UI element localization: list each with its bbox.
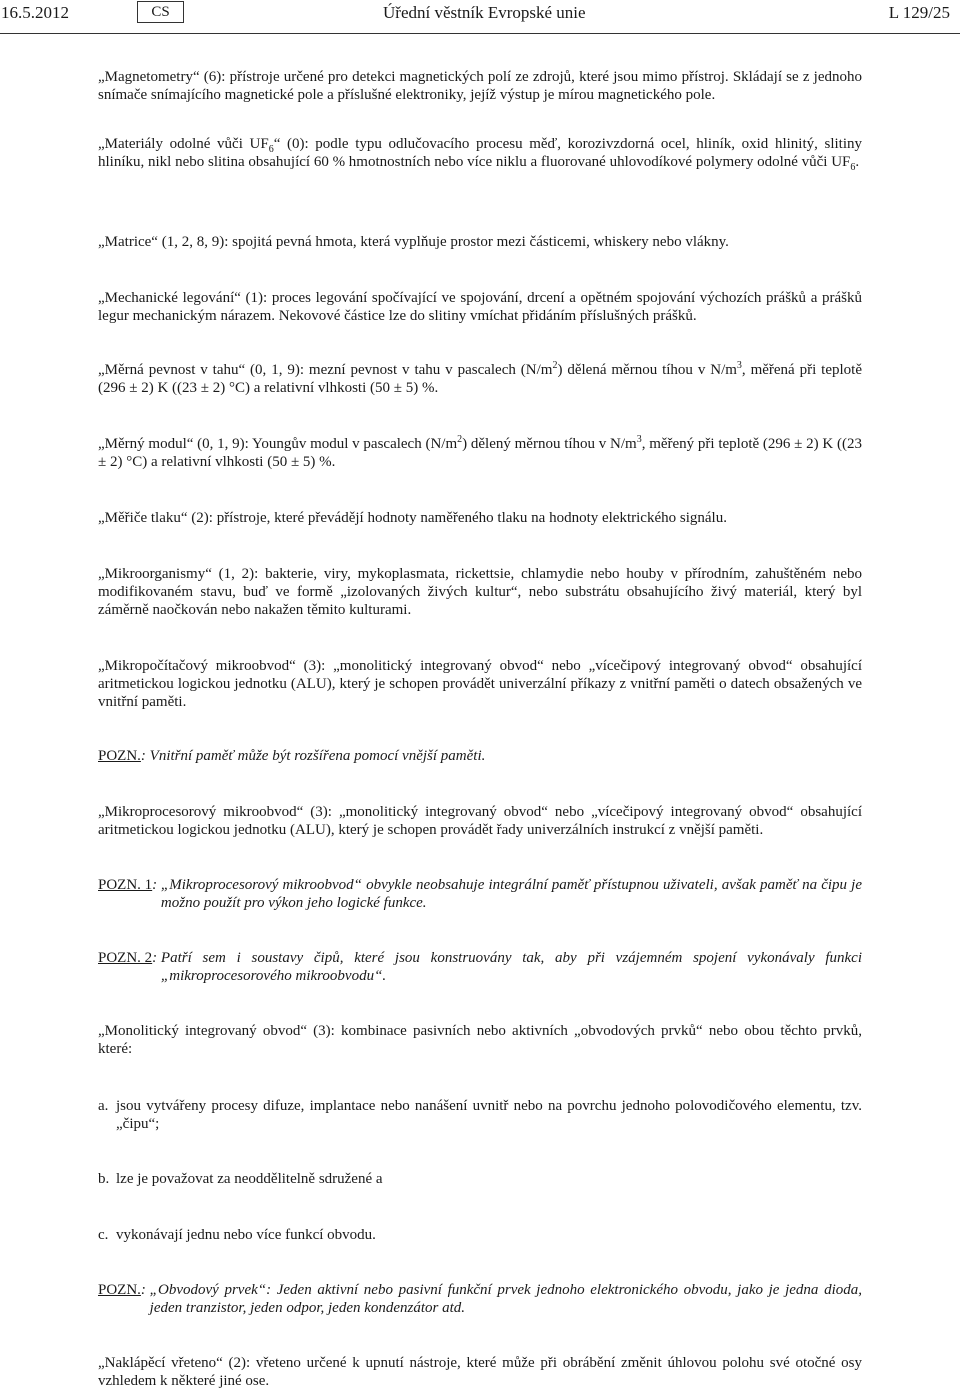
note-obvodovy-prvek <box>98 1281 862 1317</box>
definition-uf6-materials <box>98 135 862 171</box>
note-vnitrni-pamet <box>98 747 862 765</box>
note-colon: : <box>152 950 158 966</box>
note-text: : Vnitřní paměť může být rozšířena pomocí vnější paměti. <box>140 748 486 764</box>
list-item-text: lze je považovat za neoddělitelně sdružené a <box>116 1171 383 1187</box>
page-number: L 129/25 <box>888 3 950 22</box>
definition-merny-modul <box>98 435 862 471</box>
definition-merna-pevnost <box>98 361 862 397</box>
note-label-group <box>98 876 161 912</box>
note-label-group <box>98 949 161 985</box>
note-colon: : <box>140 1282 146 1298</box>
list-item-c <box>98 1226 862 1244</box>
subscript: 6 <box>850 162 856 173</box>
list-item-a <box>98 1097 862 1133</box>
list-marker: a. <box>98 1098 109 1114</box>
note-label: POZN. 1 <box>98 877 153 893</box>
list-item-text: vykonávají jednu nebo více funkcí obvodu. <box>116 1227 376 1243</box>
definition-mikroorganismy: „Mikroorganismy“ (1, 2): bakterie, viry, mykoplasmata, rickettsie, chlamydie nebo houby v přírodním, zahuštěném nebo modifikovaném stavu, buď ve formě „izolovaných živých kultur“, nebo substrátu obsahujícího živý materiál, který byl záměrně naočkován nebo nakažen těmito kulturami. <box>98 566 862 618</box>
note-text: „Obvodový prvek“: Jeden aktivní nebo pasivní funkční prvek jednoho elektronického obvodu, jako je jedna dioda, jeden tranzistor, jeden odpor, jeden kondenzátor atd. <box>149 1282 862 1316</box>
definition-matrice: „Matrice“ (1, 2, 8, 9): spojitá pevná hmota, která vyplňuje prostor mezi částicemi, whiskery nebo vlákny. <box>98 234 729 250</box>
note-1-mikroprocesor <box>98 876 862 912</box>
definition-text: , měřený při teplotě (296 ± 2) K ((23 ± 2) °C) a relativní vlhkosti (50 ± 5) %. <box>98 436 862 470</box>
list-item-text: jsou vytvářeny procesy difuze, implantace nebo nanášení uvnitř nebo na povrchu jednoho polovodičového elementu, tzv. „čipu“; <box>116 1098 862 1132</box>
definition-monoliticky-obvod: „Monolitický integrovaný obvod“ (3): kombinace pasivních nebo aktivních „obvodových prvků“ nebo obou těchto prvků, které: <box>98 1023 862 1057</box>
definition-magnetometry: „Magnetometry“ (6): přístroje určené pro detekci magnetických polí ze zdrojů, které jsou mimo přístroj. Skládají se z jednoho snímače snímajícího magnetické pole a příslušné elektroniky, jejíž výstup je mírou magnetického pole. <box>98 69 862 103</box>
note-2-mikroprocesor <box>98 949 862 985</box>
page-header <box>0 0 960 34</box>
language-code-box: CS <box>137 1 184 23</box>
list-marker: b. <box>98 1171 110 1187</box>
list-item-b <box>98 1170 862 1188</box>
superscript: 2 <box>552 360 558 371</box>
definition-mechanicke-legovani: „Mechanické legování“ (1): proces legování spočívající ve spojování, drcení a opětném spojování výchozích prášků a prášků legur mechanickým nárazem. Nekovové částice lze do slitiny vmíchat přidáním příslušných prášků. <box>98 290 862 324</box>
definition-naklapeci-vreteno: „Naklápěcí vřeteno“ (2): vřeteno určené k upnutí nástroje, které může při obrábění změnit úhlovou polohu své otočné osy vzhledem k některé jiné ose. <box>98 1355 862 1389</box>
publication-date: 16.5.2012 <box>1 3 69 22</box>
definition-mikropocitacovy-mikroobvod: „Mikropočítačový mikroobvod“ (3): „monolitický integrovaný obvod“ nebo „vícečipový integrovaný obvod“ obsahující aritmetickou logickou jednotku (ALU), který je schopen provádět univerzální příkazy z vnitřní paměti o datech obsažených ve vnitřní paměti. <box>98 658 862 710</box>
note-text: Patří sem i soustavy čipů, které jsou konstruovány tak, aby při vzájemném spojení vykonávaly funkci „mikroprocesorového mikroobvodu“. <box>160 950 862 984</box>
subscript: 6 <box>268 144 274 155</box>
definition-text: „Měrná pevnost v tahu“ (0, 1, 9): mezní pevnost v tahu v pascalech (N/m <box>98 362 553 378</box>
note-text: „Mikroprocesorový mikroobvod“ obvykle neobsahuje integrální paměť přístupnou uživateli, avšak paměť na čipu je možno použít pro výkon jeho logické funkce. <box>160 877 862 911</box>
note-label: POZN. <box>98 748 141 764</box>
journal-title: Úřední věstník Evropské unie <box>383 3 586 22</box>
definition-text: , měřená při teplotě (296 ± 2) K ((23 ± 2) °C) a relativní vlhkosti (50 ± 5) %. <box>98 362 862 396</box>
definition-text: “ (0): podle typu odlučovacího procesu měď, korozivzdorná ocel, hliník, oxid hlinitý, slitiny hliníku, nikl nebo slitina obsahující 60 % hmotnostních nebo více niklu a fluorované uhlovodíkové polymery odolné vůči UF <box>98 136 862 170</box>
definition-text: . <box>855 154 860 170</box>
definition-mikroprocesorovy-mikroobvod: „Mikroprocesorový mikroobvod“ (3): „monolitický integrovaný obvod“ nebo „vícečipový integrovaný obvod“ obsahující aritmetickou logickou jednotku (ALU), který je schopen provádět řady univerzálních instrukcí z vnější paměti. <box>98 804 862 838</box>
note-colon: : <box>152 877 158 893</box>
definition-text: „Měrný modul“ (0, 1, 9): Youngův modul v pascalech (N/m <box>98 436 458 452</box>
note-label-group <box>98 1281 150 1317</box>
definition-text: ) dělený měrnou tíhou v N/m <box>462 436 637 452</box>
superscript: 3 <box>636 434 642 445</box>
superscript: 3 <box>736 360 742 371</box>
superscript: 2 <box>457 434 463 445</box>
definition-merice-tlaku: „Měřiče tlaku“ (2): přístroje, které převádějí hodnoty naměřeného tlaku na hodnoty elektrického signálu. <box>98 510 727 526</box>
header-rule <box>0 33 960 34</box>
note-label: POZN. 2 <box>98 950 153 966</box>
definition-text: „Materiály odolné vůči UF <box>98 136 269 152</box>
definition-text: ) dělená měrnou tíhou v N/m <box>557 362 737 378</box>
list-marker: c. <box>98 1227 109 1243</box>
note-label: POZN. <box>98 1282 141 1298</box>
